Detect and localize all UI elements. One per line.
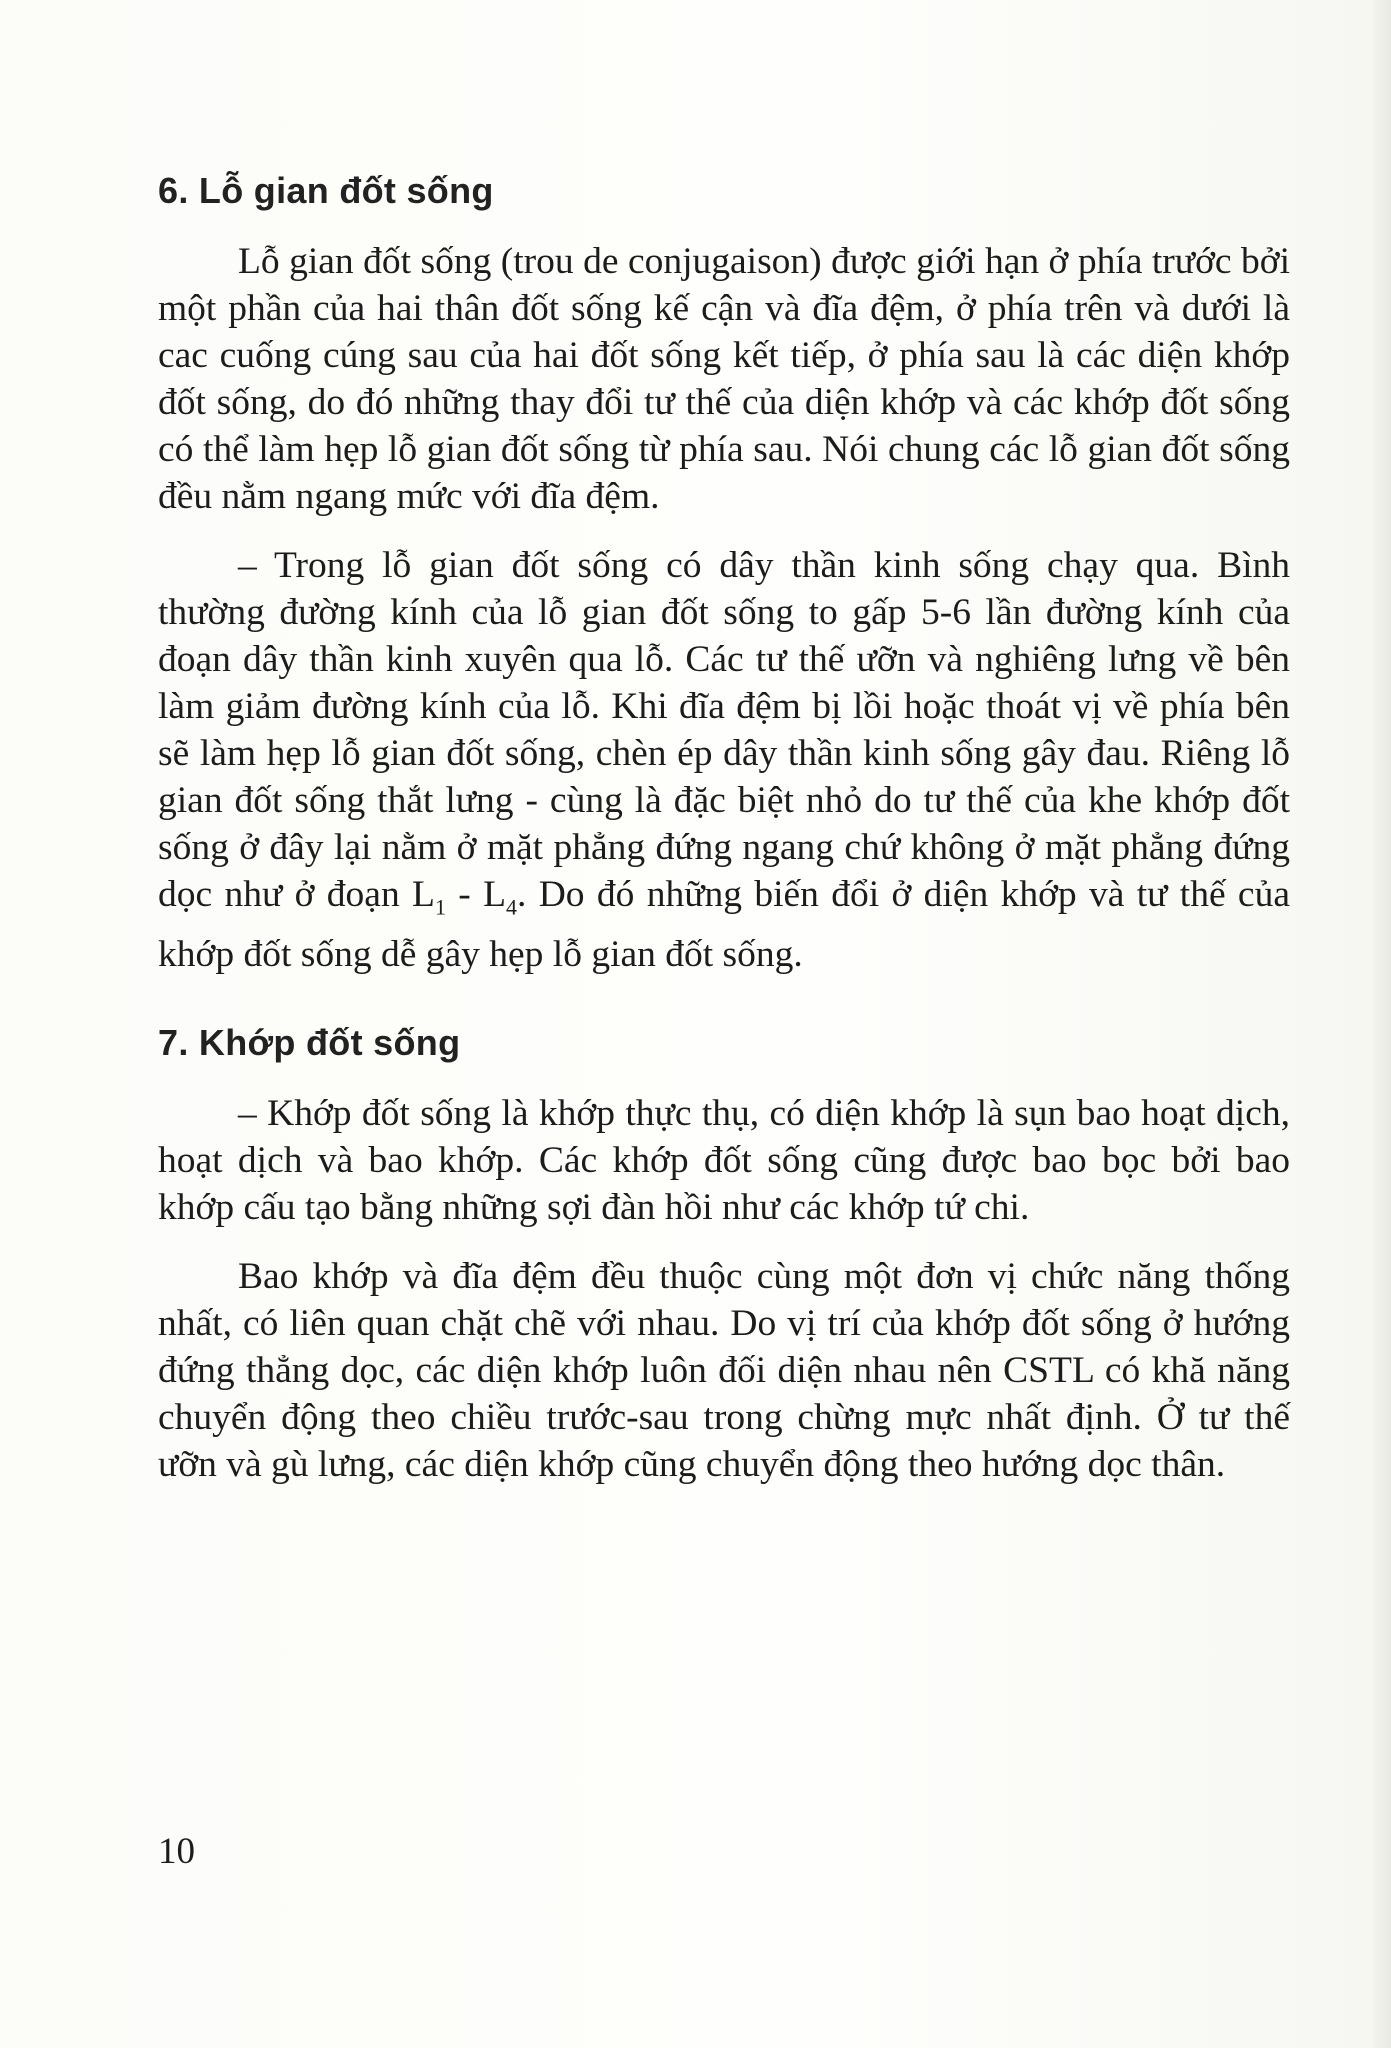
page-number: 10 (158, 1831, 195, 1872)
section-7-paragraph-2: Bao khớp và đĩa đệm đều thuộc cùng một đơn vị chức năng thống nhất, có liên quan chặt chẽ với nhau. Do vị trí của khớp đốt sống ở hướng đứng thẳng dọc, các diện khớp luôn đối diện nhau nên CSTL có khă năng chuyển động theo chiều trước-sau trong chừng mực nhất định. Ở tư thế ưỡn và gù lưng, các diện khớp cũng chuyển động theo hướng dọc thân. (158, 1255, 1290, 1485)
section-6-heading: 6. Lỗ gian đốt sống (158, 170, 494, 211)
section-6-paragraph-2-end: . Do đó những biến đổi ở diện khớp và tư thế của khớp đốt sống dễ gây hẹp lỗ gian đốt sống. (158, 874, 1290, 975)
subscript-l4: 4 (506, 894, 517, 920)
section-6-paragraph-1: Lỗ gian đốt sống (trou de conjugaison) được giới hạn ở phía trước bởi một phần của hai thân đốt sống kế cận và đĩa đệm, ở phía trên và dưới là cac cuống cúng sau của hai đốt sống kết tiếp, ở phía sau là các diện khớp đốt sống, do đó những thay đổi tư thế của diện khớp và các khớp đốt sống có thể làm hẹp lỗ gian đốt sống từ phía sau. Nói chung các lỗ gian đốt sống đều nằm ngang mức với đĩa đệm. (158, 241, 1290, 517)
subscript-l1: 1 (434, 894, 446, 920)
section-6-paragraph-2 (158, 542, 1290, 978)
section-6-paragraph-2-text: – Trong lỗ gian đốt sống có dây thần kinh sống chạy qua. Bình thường đường kính của lỗ gian đốt sống to gấp 5-6 lần đường kính của đoạn dây thần kinh xuyên qua lỗ. Các tư thế ưỡn và nghiêng lưng về bên làm giảm đường kính của lỗ. Khi đĩa đệm bị lồi hoặc thoát vị về phía bên sẽ làm hẹp lỗ gian đốt sống, chèn ép dây thần kinh sống gây đau. Riêng lỗ gian đốt sống thắt lưng - cùng là đặc biệt nhỏ do tư thế của khe khớp đốt sống ở đây lại nằm ở mặt phẳng đứng ngang chứ không ở mặt phẳng đứng dọc như ở đoạn L (158, 545, 1290, 915)
page-content (158, 170, 1290, 1488)
section-7-paragraph-1: – Khớp đốt sống là khớp thực thụ, có diện khớp là sụn bao hoạt dịch, hoạt dịch và bao khớp. Các khớp đốt sống cũng được bao bọc bởi bao khớp cấu tạo bằng những sợi đàn hồi như các khớp tứ chi. (158, 1092, 1290, 1228)
page-edge-shadow (1373, 0, 1391, 2048)
section-7-heading: 7. Khớp đốt sống (158, 1021, 461, 1063)
range-dash: - L (445, 874, 506, 915)
